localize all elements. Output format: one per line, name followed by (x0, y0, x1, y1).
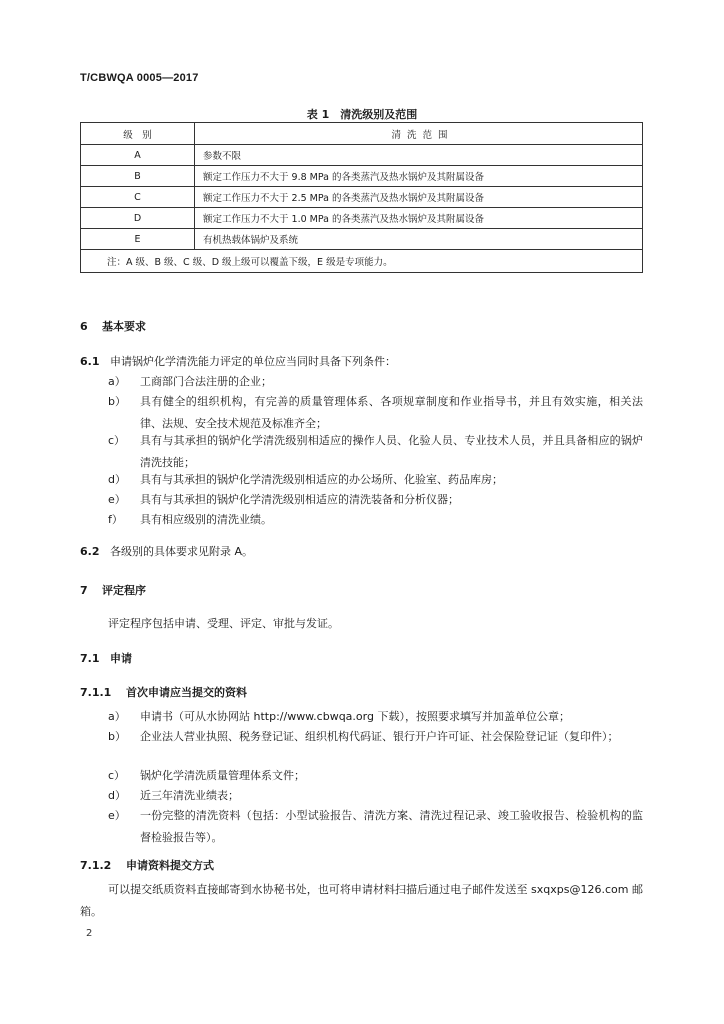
item-label: e） (108, 493, 126, 506)
cell-level: C (81, 187, 195, 208)
clause-title: 申请 (110, 652, 132, 665)
item-label: a） (108, 710, 126, 723)
table-note: 注：A 级、B 级、C 级、D 级上级可以覆盖下级，E 级是专项能力。 (81, 250, 643, 273)
item-label: b） (108, 730, 126, 743)
item-text: 企业法人营业执照、税务登记证、组织机构代码证、银行开户许可证、社会保险登记证（复印件）； (140, 730, 619, 743)
clause-7-1-1-heading (80, 684, 247, 700)
clause-number: 6.2 (80, 545, 100, 558)
clause-6-1 (80, 353, 396, 369)
list-item (108, 805, 643, 849)
clause-text: 申请锅炉化学清洗能力评定的单位应当同时具备下列条件： (110, 355, 396, 368)
item-label: a） (108, 375, 126, 388)
clause-number: 6.1 (80, 355, 100, 368)
cell-level: E (81, 229, 195, 250)
item-text: 申请书（可从水协网站 http://www.cbwqa.org 下载），按照要求填写并加盖单位公章； (140, 710, 570, 723)
cell-scope: 参数不限 (195, 145, 643, 166)
item-label: e） (108, 809, 126, 822)
list-item (108, 765, 643, 787)
item-text: 具有与其承担的锅炉化学清洗级别相适应的清洗装备和分析仪器； (140, 493, 459, 506)
table-row (81, 166, 643, 187)
section-6-heading (80, 318, 146, 334)
table-header-row (81, 123, 643, 145)
list-item (108, 469, 643, 491)
cell-level: D (81, 208, 195, 229)
grades-table (80, 122, 643, 273)
clause-7-1-2-heading (80, 857, 214, 873)
section-7-intro: 评定程序包括申请、受理、评定、审批与发证。 (108, 617, 339, 630)
item-label: f） (108, 513, 123, 526)
clause-number: 7.1.1 (80, 686, 112, 699)
clause-number: 7.1 (80, 652, 100, 665)
item-label: c） (108, 434, 126, 447)
item-text: 具有相应级别的清洗业绩。 (140, 513, 272, 526)
clause-7-1-2-text: 可以提交纸质资料直接邮寄到水协秘书处，也可将申请材料扫描后通过电子邮件发送至 sxqxps@126.com 邮箱。 (80, 883, 643, 918)
clause-text: 各级别的具体要求见附录 A。 (110, 545, 254, 558)
list-item (108, 430, 643, 474)
item-label: d） (108, 789, 126, 802)
cell-scope: 额定工作压力不大于 9.8 MPa 的各类蒸汽及热水锅炉及其附属设备 (195, 166, 643, 187)
clause-title: 申请资料提交方式 (126, 859, 214, 872)
list-item (108, 489, 643, 511)
table-row (81, 229, 643, 250)
item-label: b） (108, 395, 126, 408)
standard-number: T/CBWQA 0005—2017 (80, 72, 199, 84)
header-scope: 清洗范围 (195, 123, 643, 145)
item-label: d） (108, 473, 126, 486)
cell-scope: 额定工作压力不大于 1.0 MPa 的各类蒸汽及热水锅炉及其附属设备 (195, 208, 643, 229)
table-row (81, 145, 643, 166)
clause-6-2 (80, 543, 253, 559)
table-row (81, 187, 643, 208)
section-7-heading (80, 582, 146, 598)
clause-number: 7.1.2 (80, 859, 112, 872)
page-number: 2 (86, 928, 93, 939)
header-level: 级 别 (81, 123, 195, 145)
list-item (108, 391, 643, 435)
table-caption: 表 1 清洗级别及范围 (306, 108, 418, 121)
section-title: 评定程序 (102, 584, 146, 597)
clause-7-1-heading (80, 650, 132, 666)
section-title: 基本要求 (102, 320, 146, 333)
list-item (108, 785, 643, 807)
item-text: 具有与其承担的锅炉化学清洗级别相适应的操作人员、化验人员、专业技术人员，并且具备相应的锅炉清洗技能； (140, 434, 643, 469)
cell-level: B (81, 166, 195, 187)
item-text: 工商部门合法注册的企业； (140, 375, 272, 388)
table-note-row (81, 250, 643, 273)
item-text: 锅炉化学清洗质量管理体系文件； (140, 769, 305, 782)
item-text: 一份完整的清洗资料（包括：小型试验报告、清洗方案、清洗过程记录、竣工验收报告、检验机构的监督检验报告等）。 (140, 809, 643, 844)
clause-title: 首次申请应当提交的资料 (126, 686, 247, 699)
item-text: 近三年清洗业绩表； (140, 789, 239, 802)
cell-scope: 额定工作压力不大于 2.5 MPa 的各类蒸汽及热水锅炉及其附属设备 (195, 187, 643, 208)
list-item (108, 706, 643, 728)
table-row (81, 208, 643, 229)
cell-level: A (81, 145, 195, 166)
cell-scope: 有机热载体锅炉及系统 (195, 229, 643, 250)
section-number: 7 (80, 584, 88, 597)
item-text: 具有健全的组织机构，有完善的质量管理体系、各项规章制度和作业指导书，并且有效实施，相关法律、法规、安全技术规范及标准齐全； (140, 395, 643, 430)
item-text: 具有与其承担的锅炉化学清洗级别相适应的办公场所、化验室、药品库房； (140, 473, 503, 486)
item-label: c） (108, 769, 126, 782)
list-item (108, 509, 643, 531)
section-number: 6 (80, 320, 88, 333)
list-item (108, 726, 643, 748)
list-item (108, 371, 643, 393)
